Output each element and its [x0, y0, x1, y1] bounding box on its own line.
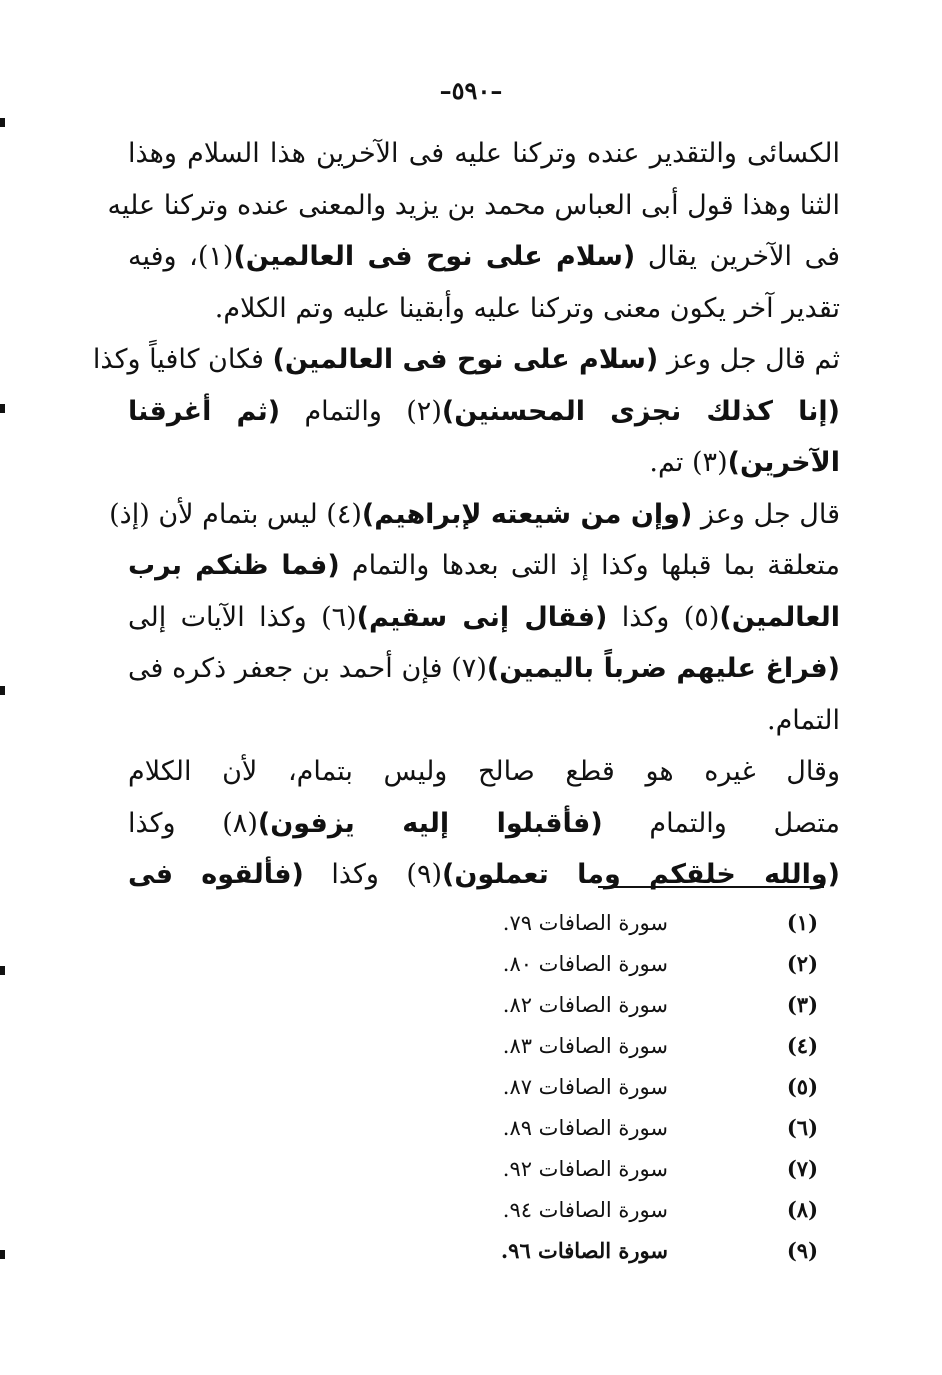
text-run: (٨) وكذا — [128, 807, 258, 839]
text-run: متصل والتمام — [602, 807, 841, 839]
footnote-text: سورة الصافات ٩٤. — [502, 1197, 668, 1222]
footnote — [490, 1230, 830, 1271]
quran-quote: (وإن من شيعته لإبراهيم) — [361, 498, 693, 530]
text-line — [128, 695, 840, 747]
footnote-number: (٥) — [786, 1074, 818, 1099]
footnote-number: (٨) — [786, 1197, 818, 1222]
text-run: (٦) وكذا الآيات إلى — [128, 601, 357, 633]
text-line — [92, 334, 840, 386]
text-run: (١)، وفيه — [128, 241, 234, 272]
text-run: ثم قال جل وعز — [658, 344, 840, 375]
footnote-text: سورة الصافات ٨٣. — [502, 1033, 668, 1058]
text-line — [128, 849, 840, 901]
footnote-number: (٢) — [786, 951, 818, 976]
text-line — [128, 128, 840, 180]
quran-quote: الآخرين) — [727, 447, 840, 478]
footnote-text: سورة الصافات ٨٧. — [502, 1074, 668, 1099]
text-line — [128, 746, 840, 798]
footnote — [490, 1025, 830, 1066]
footnote-text: سورة الصافات ٨٢. — [502, 992, 668, 1017]
footnote-text: سورة الصافات ٨٠. — [502, 951, 668, 976]
scan-edge-mark — [0, 686, 5, 695]
quran-quote: (إنا كذلك نجزى المحسنين) — [441, 395, 840, 427]
text-line — [128, 540, 840, 592]
footnote-number: (٩) — [786, 1238, 818, 1263]
footnote-separator — [598, 886, 824, 888]
text-line — [128, 437, 840, 489]
text-run: (٣) تم. — [649, 447, 728, 478]
text-line — [128, 643, 840, 695]
footnote — [490, 1148, 830, 1189]
text-run: (٥) وكذا — [607, 601, 720, 633]
footnote — [490, 1189, 830, 1230]
footnote-number: (٣) — [786, 992, 818, 1017]
text-run: (٤) ليس بتمام لأن (إذ) — [109, 498, 362, 530]
text-run: متعلقة بما قبلها وكذا إذ التى بعدها والتمام — [339, 550, 841, 581]
text-run: الكسائى والتقدير عنده وتركنا عليه فى الآخرين هذا السلام وهذا — [128, 138, 840, 169]
text-line — [128, 231, 840, 283]
footnote — [490, 1107, 830, 1148]
footnotes-list — [490, 902, 830, 1271]
quran-quote: (والله خلقكم وما تعملون) — [442, 859, 841, 890]
quran-quote: (سلام على نوح فى العالمين) — [272, 344, 659, 375]
quran-quote: (سلام على نوح فى العالمين) — [233, 241, 636, 272]
quran-quote: (فما ظنكم برب — [128, 550, 340, 581]
footnote — [490, 984, 830, 1025]
quran-quote: (ثم أغرقنا — [128, 395, 281, 427]
text-run: (٢) والتمام — [280, 395, 442, 427]
scan-edge-mark — [0, 1250, 5, 1259]
footnote — [490, 1066, 830, 1107]
text-line — [109, 489, 840, 541]
main-text — [92, 128, 841, 901]
quran-quote: العالمين) — [719, 601, 841, 633]
text-run: فى الآخرين يقال — [635, 241, 840, 272]
scan-edge-mark — [0, 966, 5, 975]
footnote-number: (٦) — [786, 1115, 818, 1140]
text-run: (٩) وكذا — [303, 859, 442, 890]
quran-quote: (فأقبلوا إليه يزفون) — [257, 807, 603, 839]
text-run: الثنا وهذا قول أبى العباس محمد بن يزيد والمعنى عنده وتركنا عليه — [107, 189, 840, 221]
quran-quote: (فألقوه فى — [128, 859, 304, 890]
page-number: –٥٩٠– — [439, 76, 503, 105]
text-line — [107, 180, 840, 232]
text-run: (٧) فإن أحمد بن جعفر ذكره فى — [128, 653, 487, 684]
footnote — [490, 943, 830, 984]
quran-quote: (فراغ عليهم ضرباً باليمين) — [486, 653, 840, 684]
footnote-text: سورة الصافات ٩٢. — [502, 1156, 668, 1181]
scan-edge-mark — [0, 118, 5, 127]
footnote-text: سورة الصافات ٩٦. — [500, 1238, 668, 1263]
footnote — [490, 902, 830, 943]
footnote-text: سورة الصافات ٧٩. — [502, 910, 668, 935]
text-run: وقال غيره هو قطع صالح وليس بتمام، لأن الكلام — [128, 756, 840, 787]
footnote-number: (١) — [786, 910, 818, 935]
text-run: قال جل وعز — [692, 498, 840, 530]
text-run: فكان كافياً وكذا — [92, 344, 273, 375]
text-line — [128, 386, 840, 438]
quran-quote: (فقال إنى سقيم) — [356, 601, 608, 633]
scan-edge-mark — [0, 404, 5, 413]
footnote-number: (٧) — [786, 1156, 818, 1181]
footnote-number: (٤) — [786, 1033, 818, 1058]
footnote-text: سورة الصافات ٨٩. — [502, 1115, 668, 1140]
text-line — [128, 798, 840, 850]
text-line — [128, 592, 840, 644]
text-run: التمام. — [766, 704, 840, 736]
text-line — [128, 283, 840, 335]
text-run: تقدير آخر يكون معنى وتركنا عليه وأبقينا عليه وتم الكلام. — [214, 292, 840, 324]
